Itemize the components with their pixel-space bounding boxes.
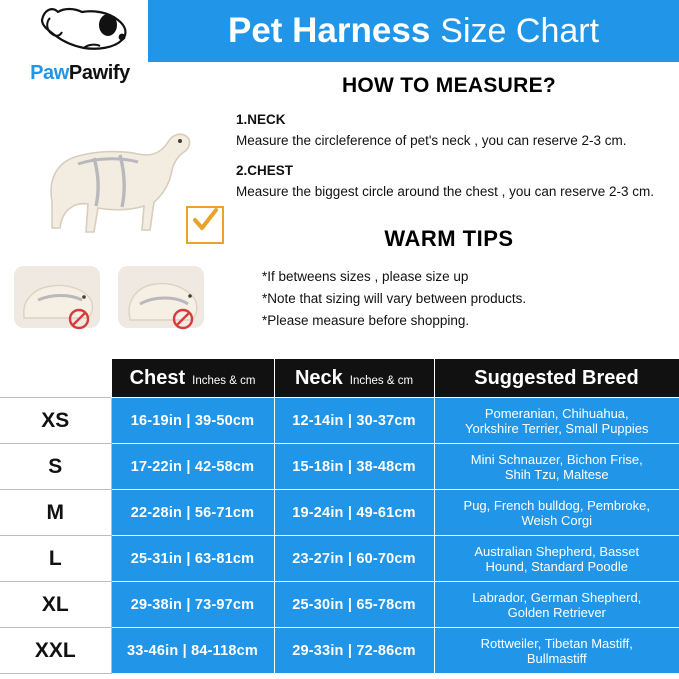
dog-head-icon: [34, 4, 130, 52]
row-neck: 19-24in | 49-61cm: [274, 490, 434, 536]
warm-tip-1: *If betweens sizes , please size up: [262, 269, 469, 284]
page-title-bold: Pet Harness: [227, 11, 431, 50]
table-row: [0, 582, 679, 628]
measure-item-2-text: Measure the biggest circle around the chest , you can reserve 2-3 cm.: [236, 184, 654, 199]
header-neck-label: Neck: [294, 366, 343, 389]
row-breed-line: Pug, French bulldog, Pembroke,: [463, 497, 650, 513]
row-size: L: [0, 536, 111, 582]
row-neck: 25-30in | 65-78cm: [274, 582, 434, 628]
checkmark-icon: [192, 207, 218, 233]
row-size: S: [0, 444, 111, 490]
warm-tips-heading: WARM TIPS: [384, 226, 514, 251]
row-breed-line: Golden Retriever: [507, 604, 606, 620]
brand-name-part2: Pawify: [68, 62, 130, 84]
measure-item-2-label: 2.CHEST: [236, 163, 294, 178]
measure-item-1-label: 1.NECK: [236, 112, 286, 127]
row-breed-line: Rottweiler, Tibetan Mastiff,: [480, 635, 633, 651]
table-row: [0, 444, 679, 490]
header-breed-label: Suggested Breed: [474, 366, 639, 389]
warm-tip-3: *Please measure before shopping.: [262, 313, 470, 328]
measure-item-1-text: Measure the circleference of pet's neck , you can reserve 2-3 cm.: [236, 133, 627, 148]
row-breed-line: Bullmastiff: [526, 650, 587, 666]
prohibited-icon: [68, 308, 90, 330]
row-chest: 25-31in | 63-81cm: [111, 536, 274, 582]
row-breed-line: Australian Shepherd, Basset: [474, 543, 640, 559]
row-size: XS: [0, 398, 111, 444]
row-breed-line: Shih Tzu, Maltese: [504, 466, 609, 482]
brand-name-part1: Paw: [30, 62, 69, 84]
row-chest: 29-38in | 73-97cm: [111, 582, 274, 628]
row-breed: [434, 582, 679, 628]
row-chest: 16-19in | 39-50cm: [111, 398, 274, 444]
table-row: [0, 398, 679, 444]
brand-name: [12, 62, 148, 85]
row-neck: 15-18in | 38-48cm: [274, 444, 434, 490]
row-breed-line: Pomeranian, Chihuahua,: [484, 405, 629, 421]
page-title-light: Size Chart: [440, 11, 600, 50]
row-chest: 22-28in | 56-71cm: [111, 490, 274, 536]
row-breed: [434, 628, 679, 674]
row-chest: 33-46in | 84-118cm: [111, 628, 274, 674]
row-size: XL: [0, 582, 111, 628]
table-row: [0, 490, 679, 536]
size-chart-table-wrapper: [0, 358, 679, 674]
header-breed: [434, 359, 679, 398]
header-neck: [274, 359, 434, 398]
row-breed-line: Hound, Standard Poodle: [485, 558, 628, 574]
row-breed: [434, 444, 679, 490]
page-title: [148, 0, 679, 62]
row-chest: 17-22in | 42-58cm: [111, 444, 274, 490]
brand-logo: [8, 4, 148, 90]
row-breed: [434, 490, 679, 536]
size-chart-table: [0, 358, 679, 674]
header-chest-label: Chest: [129, 366, 186, 389]
row-breed-line: Labrador, German Shepherd,: [472, 589, 642, 605]
row-neck: 29-33in | 72-86cm: [274, 628, 434, 674]
row-size: M: [0, 490, 111, 536]
row-breed: [434, 398, 679, 444]
row-breed-line: Yorkshire Terrier, Small Puppies: [464, 420, 649, 436]
prohibited-icon: [172, 308, 194, 330]
header-size-blank: [0, 359, 111, 398]
dog-illustration: [34, 110, 206, 242]
row-neck: 23-27in | 60-70cm: [274, 536, 434, 582]
row-size: XXL: [0, 628, 111, 674]
row-neck: 12-14in | 30-37cm: [274, 398, 434, 444]
table-header-row: [0, 359, 679, 398]
header-neck-units: Inches & cm: [349, 374, 414, 387]
row-breed-line: Weish Corgi: [521, 512, 593, 528]
row-breed-line: Mini Schnauzer, Bichon Frise,: [470, 451, 643, 467]
table-row: [0, 628, 679, 674]
header-chest: [111, 359, 274, 398]
warm-tip-2: *Note that sizing will vary between products.: [262, 291, 527, 306]
table-row: [0, 536, 679, 582]
header-chest-units: Inches & cm: [192, 374, 256, 387]
row-breed: [434, 536, 679, 582]
how-to-measure-heading: HOW TO MEASURE?: [341, 74, 557, 97]
